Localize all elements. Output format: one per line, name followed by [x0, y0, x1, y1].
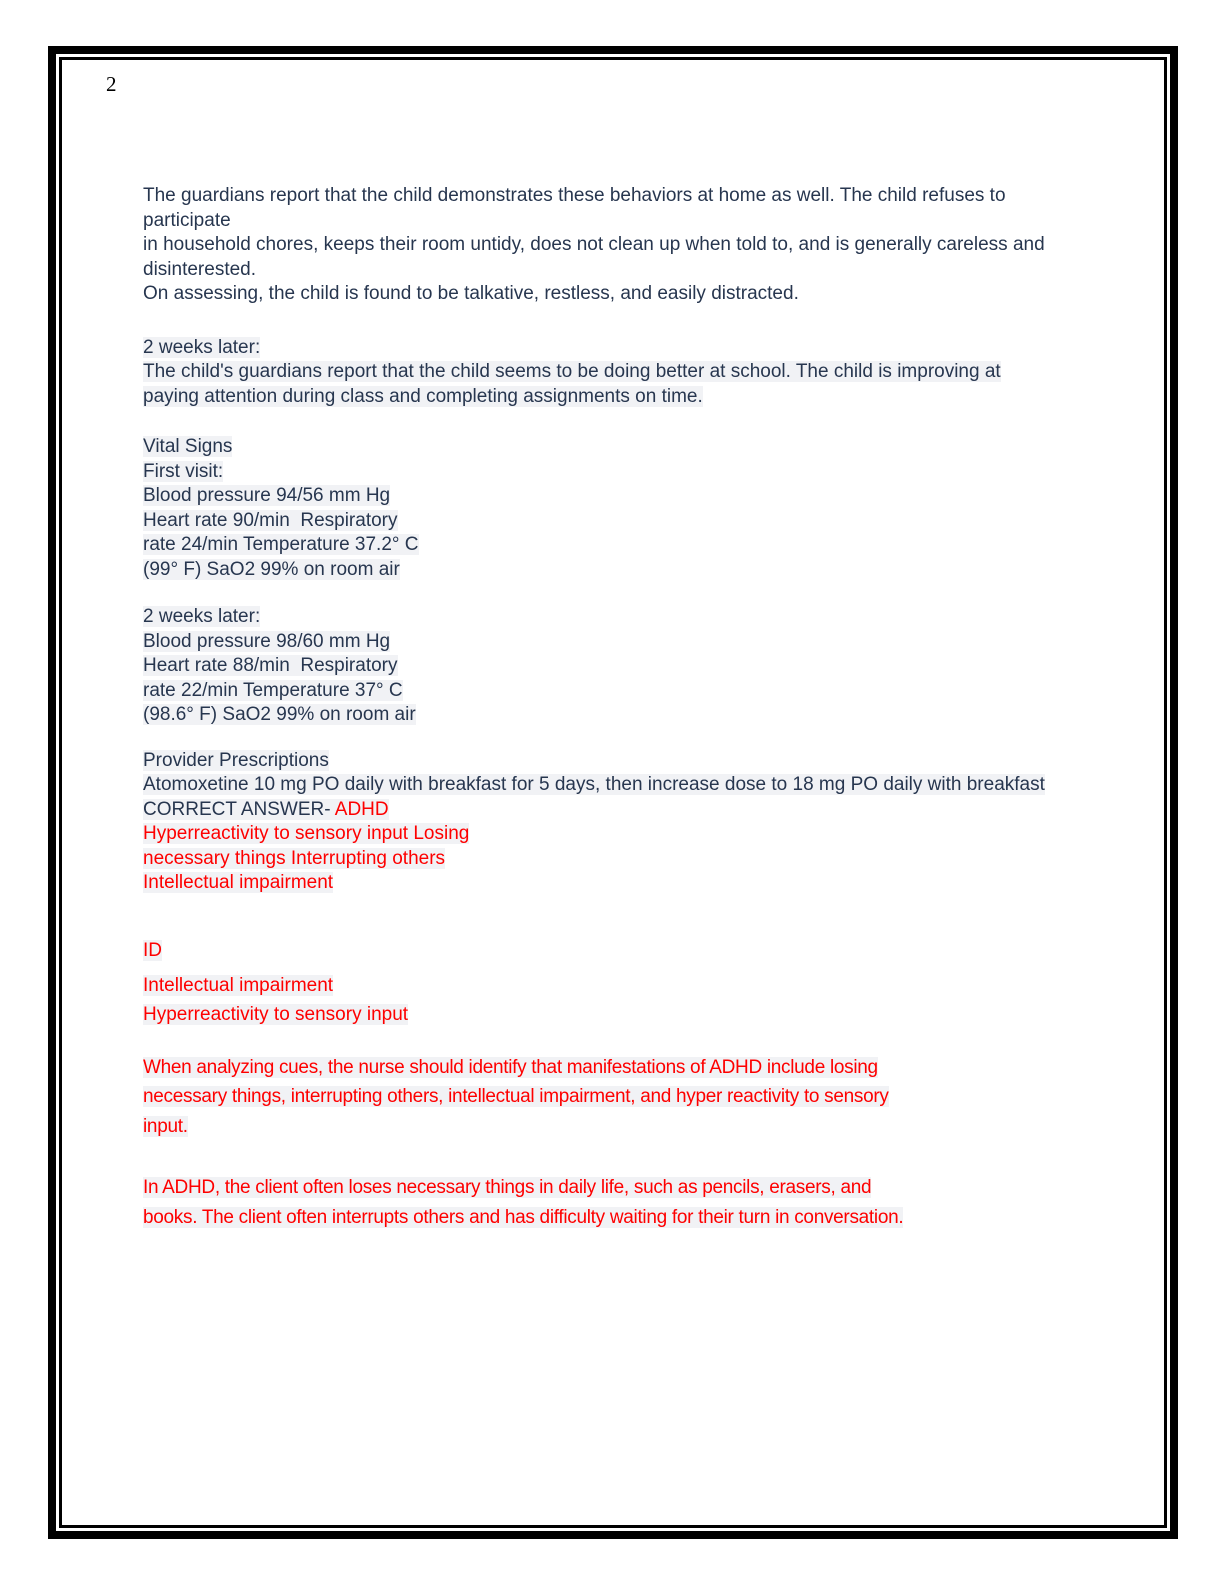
adhd-detail-line-2: books. The client often interrupts others and has difficulty waiting for their turn in conversation.: [143, 1206, 904, 1228]
answer-option-line-2: necessary things Interrupting others: [143, 847, 446, 869]
answer-option-line-1: Hyperreactivity to sensory input Losing: [143, 823, 470, 844]
id-answers-section: [143, 938, 1088, 1027]
text-line: [143, 533, 1088, 558]
school-progress-line-1: The child's guardians report that the child seems to be doing better at school. The child is improving at: [143, 361, 1001, 382]
blood-pressure-first: Blood pressure 94/56 mm Hg: [143, 485, 391, 506]
text-line: [143, 484, 1088, 509]
correct-answer-label: CORRECT ANSWER-: [143, 798, 335, 820]
vital-signs-heading: Vital Signs: [143, 436, 233, 457]
text-line: [143, 1112, 1088, 1142]
resp-temp-followup: rate 22/min Temperature 37° C: [143, 679, 403, 701]
assessment-line: On assessing, the child is found to be talkative, restless, and easily distracted.: [143, 283, 799, 304]
rationale-line-1: When analyzing cues, the nurse should identify that manifestations of ADHD include losing: [143, 1056, 878, 1078]
guardians-line-2: in household chores, keeps their room untidy, does not clean up when told to, and is generally careless and: [143, 234, 1045, 255]
text-line: [143, 1082, 1088, 1112]
guardians-line-3: disinterested.: [143, 258, 257, 280]
atomoxetine-order: Atomoxetine 10 mg PO daily with breakfast for 5 days, then increase dose to 18 mg PO daily with breakfast: [143, 774, 1045, 795]
two-weeks-later-vitals-heading: 2 weeks later:: [143, 606, 261, 627]
heart-rate-first: Heart rate 90/min Respiratory: [143, 509, 398, 531]
hyperreactivity-answer: Hyperreactivity to sensory input: [143, 1003, 409, 1025]
text-line: [143, 233, 1088, 258]
text-line: [143, 605, 1088, 630]
two-weeks-later-heading: 2 weeks later:: [143, 336, 261, 358]
provider-prescriptions-section: [143, 749, 1088, 896]
sao2-first: (99° F) SaO2 99% on room air: [143, 558, 400, 580]
text-line: [143, 184, 1088, 233]
text-line: [143, 630, 1088, 655]
text-line: [143, 558, 1088, 583]
sao2-followup: (98.6° F) SaO2 99% on room air: [143, 704, 416, 725]
answer-option-line-3: Intellectual impairment: [143, 872, 334, 893]
correct-answer-value: ADHD: [334, 798, 389, 820]
intellectual-impairment-answer: Intellectual impairment: [143, 974, 334, 996]
text-line: [143, 385, 1088, 410]
text-line: [143, 258, 1088, 283]
text-line: [143, 1173, 1088, 1203]
text-line: [143, 938, 1088, 963]
text-line: [143, 703, 1088, 728]
heart-rate-followup: Heart rate 88/min Respiratory: [143, 655, 398, 676]
text-line: [143, 1053, 1088, 1083]
text-line: [143, 460, 1088, 485]
document-body: [143, 184, 1088, 1232]
text-line: [143, 973, 1088, 998]
text-line: [143, 360, 1088, 385]
adhd-detail-rationale: [143, 1173, 1088, 1232]
vital-signs-two-weeks-later: [143, 605, 1088, 728]
text-line: [143, 654, 1088, 679]
adhd-detail-line-1: In ADHD, the client often loses necessary things in daily life, such as pencils, erasers, and: [143, 1177, 872, 1198]
analyzing-cues-rationale: [143, 1053, 1088, 1142]
text-line: [143, 679, 1088, 704]
guardians-line-1: The guardians report that the child demonstrates these behaviors at home as well. The child refuses to participate: [143, 185, 1011, 231]
text-line: [143, 336, 1088, 361]
first-visit-label: First visit:: [143, 460, 224, 482]
text-line: [143, 282, 1088, 307]
text-line: [143, 509, 1088, 534]
text-line: [143, 1203, 1088, 1233]
text-line: [143, 749, 1088, 774]
text-line: [143, 822, 1088, 847]
text-line: [143, 871, 1088, 896]
guardians-report-paragraph: [143, 184, 1088, 307]
page-number: 2: [106, 72, 117, 96]
two-weeks-later-school-paragraph: [143, 336, 1088, 410]
text-line: [143, 847, 1088, 872]
vital-signs-first-visit: [143, 435, 1088, 582]
blood-pressure-followup: Blood pressure 98/60 mm Hg: [143, 630, 391, 652]
rationale-line-2: necessary things, interrupting others, intellectual impairment, and hyper reactivity to sensory: [143, 1086, 889, 1107]
text-line: [143, 773, 1088, 798]
text-line: [143, 798, 1088, 823]
rationale-line-3: input.: [143, 1115, 188, 1137]
school-progress-line-2: paying attention during class and completing assignments on time.: [143, 385, 703, 407]
text-line: [143, 435, 1088, 460]
id-label: ID: [143, 939, 162, 961]
text-line: [143, 1002, 1088, 1027]
provider-prescriptions-heading: Provider Prescriptions: [143, 749, 329, 771]
resp-temp-first: rate 24/min Temperature 37.2° C: [143, 534, 419, 555]
